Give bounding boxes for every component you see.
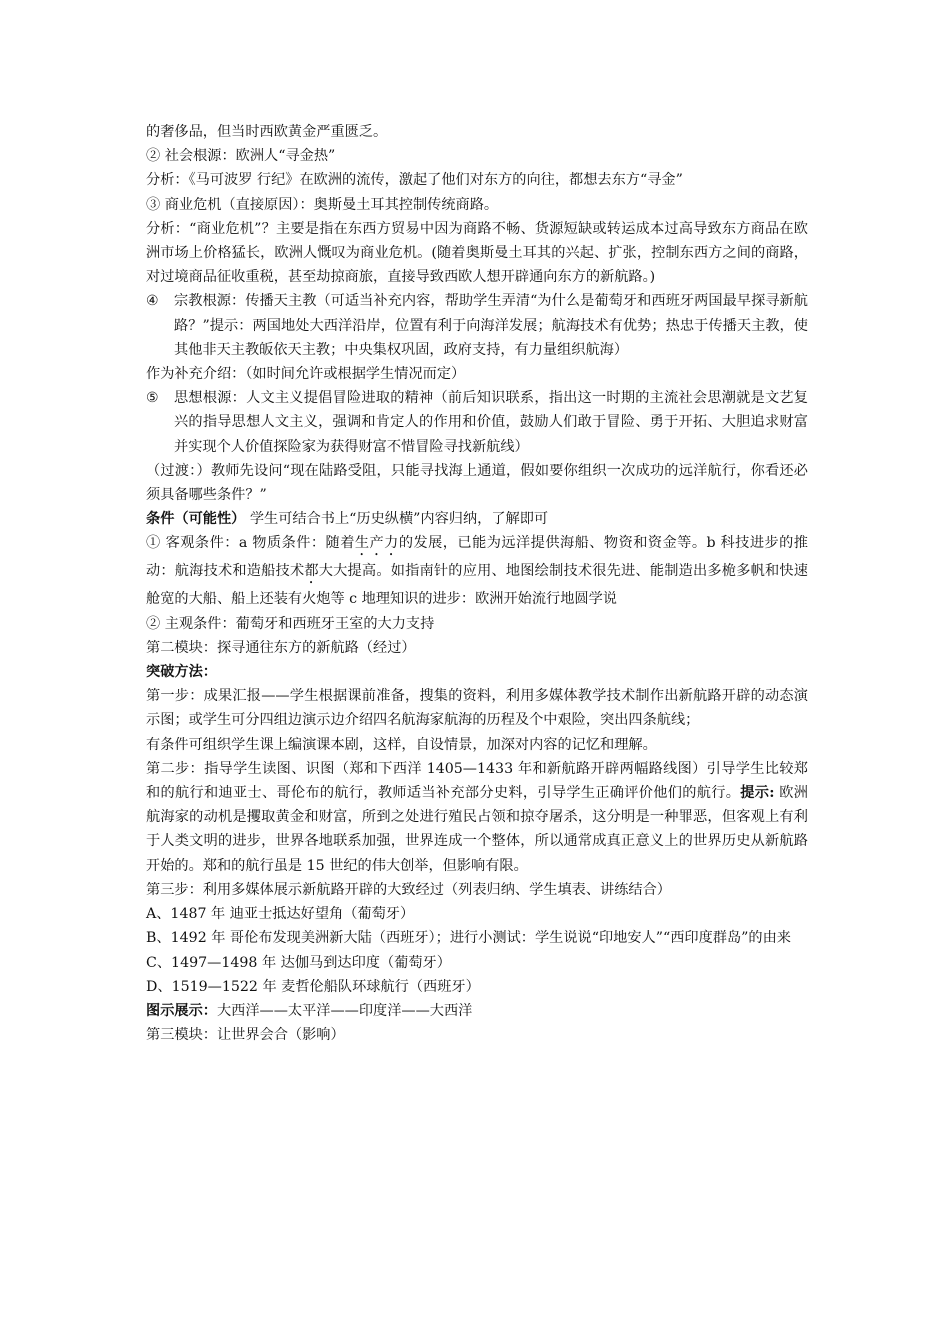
conditions-text: 学生可结合书上“历史纵横”内容归纳，了解即可	[245, 511, 549, 528]
voyage-c: C、1497—1498 年 达伽马到达印度（葡萄牙）	[146, 954, 451, 971]
text-segment: 的发展，已能为远洋提供海船、物资和资金等。b 科技进步的推动：航海技术和造船技术	[146, 535, 808, 580]
document-page	[146, 120, 808, 1047]
diagram-bold-label: 图示展示：	[146, 1002, 217, 1019]
item-ideological-root	[146, 386, 808, 459]
emphasized-text: 都	[304, 563, 319, 580]
text-segment: 大大提高。如指南针的应用、地图绘制技术很先进、能制造出多桅多帆和快速舱宽的大船、船上还装有火炮等 c 地理知识的进步：欧洲开始流行地圆学说	[146, 563, 808, 608]
item-text: 宗教根源：传播天主教（可适当补充内容，帮助学生弄清“为什么是葡萄牙和西班牙两国最早探寻新航路？”提示：两国地处大西洋沿岸，位置有利于向海洋发展；航海技术有优势；热忠于传播天主教，使其他非天主教皈依天主教；中央集权巩固，政府支持，有力量组织航海）	[174, 293, 808, 358]
subjective-conditions: ② 主观条件：葡萄牙和西班牙王室的大力支持	[146, 615, 435, 632]
analysis-marco-polo: 分析：《马可波罗 行纪》在欧洲的流传，激起了他们对东方的向往，都想去东方“寻金”	[146, 172, 683, 189]
paragraph-luxury: 的奢侈品，但当时西欧黄金严重匮乏。	[146, 124, 388, 140]
voyage-a: A、1487 年 迪亚士抵达好望角（葡萄牙）	[146, 906, 415, 923]
voyage-b: B、1492 年 哥伦布发现美洲新大陆（西班牙）；进行小测试：学生说说“印地安人”“西印度群岛”的由来	[146, 930, 791, 947]
conditions-heading	[146, 507, 808, 531]
step-two	[146, 757, 808, 878]
supplement-note: 作为补充介绍：（如时间允许或根据学生情况而定）	[146, 366, 466, 383]
item-religious-root	[146, 289, 808, 362]
step-one-extra: 有条件可组织学生课上编演课本剧，这样，自设情景，加深对内容的记忆和理解。	[146, 736, 657, 753]
breakthrough-method-heading: 突破方法：	[146, 664, 217, 681]
item-commercial-crisis: ③ 商业危机（直接原因）：奥斯曼土耳其控制传统商路。	[146, 196, 499, 213]
item-text: 思想根源：人文主义提倡冒险进取的精神（前后知识联系，指出这一时期的主流社会思潮就是文艺复兴的指导思想人文主义，强调和肯定人的作用和价值，鼓励人们敢于冒险、勇于开拓、大胆追求财富并实现个人价值探险家为获得财富不惜冒险寻找新航线）	[174, 390, 808, 455]
conditions-bold-label: 条件（可能性）	[146, 511, 246, 528]
analysis-commercial-crisis: 分析：“商业危机”？主要是指在东西方贸易中因为商路不畅、货源短缺或转运成本过高导致东方商品在欧洲市场上价格猛长，欧洲人慨叹为商业危机。(随着奥斯曼土耳其的兴起、扩张，控制东西方之间的商路，对过境商品征收重税，甚至劫掠商旅，直接导致西欧人想开辟通向东方的新航路。)	[146, 220, 808, 286]
text-segment: 欧洲航海家的动机是攫取黄金和财富，所到之处进行殖民占领和掠夺屠杀，这分明是一种罪恶，但客观上有利于人类文明的进步，世界各地联系加强，世界连成一个整体，所以通常成真正意义上的世界历史从新航路开始的。郑和的航行虽是 15 世纪的伟大创举，但影响有限。	[146, 785, 808, 874]
list-marker: ⑤	[146, 390, 159, 407]
text-segment: 第二步：指导学生读图、识图（郑和下西洋 1405—1433 年和新航路开辟两幅路线图）引导学生比较郑和的航行和迪亚士、哥伦布的航行，教师适当补充部分史料，引导学生正确评价他们的航行。	[146, 760, 808, 802]
step-one: 第一步：成果汇报——学生根据课前准备，搜集的资料，利用多媒体教学技术制作出新航路开辟的动态演示图；或学生可分四组边演示边介绍四名航海家航海的历程及个中艰险，突出四条航线；	[146, 688, 808, 729]
step-three: 第三步：利用多媒体展示新航路开辟的大致经过（列表归纳、学生填表、讲练结合）	[146, 881, 671, 898]
list-marker: ④	[146, 293, 159, 310]
diagram-display	[146, 999, 808, 1023]
module-two-heading: 第二模块：探寻通往东方的新航路（经过）	[146, 639, 416, 656]
voyage-d: D、1519—1522 年 麦哲伦船队环球航行（西班牙）	[146, 978, 480, 995]
module-three-heading: 第三模块：让世界会合（影响）	[146, 1027, 345, 1044]
tip-label: 提示:	[740, 785, 775, 802]
transition-question: （过渡：）教师先设问“现在陆路受阻，只能寻找海上通道，假如要你组织一次成功的远洋航行，你看还必须具备哪些条件？”	[146, 462, 808, 504]
objective-conditions	[146, 531, 808, 611]
item-social-root: ② 社会根源：欧洲人“寻金热”	[146, 148, 336, 165]
diagram-route-text: 大西洋——太平洋——印度洋——大西洋	[216, 1002, 473, 1019]
emphasized-text: 生产力	[354, 535, 399, 552]
text-segment: ① 客观条件：a 物质条件：随着	[146, 535, 355, 552]
